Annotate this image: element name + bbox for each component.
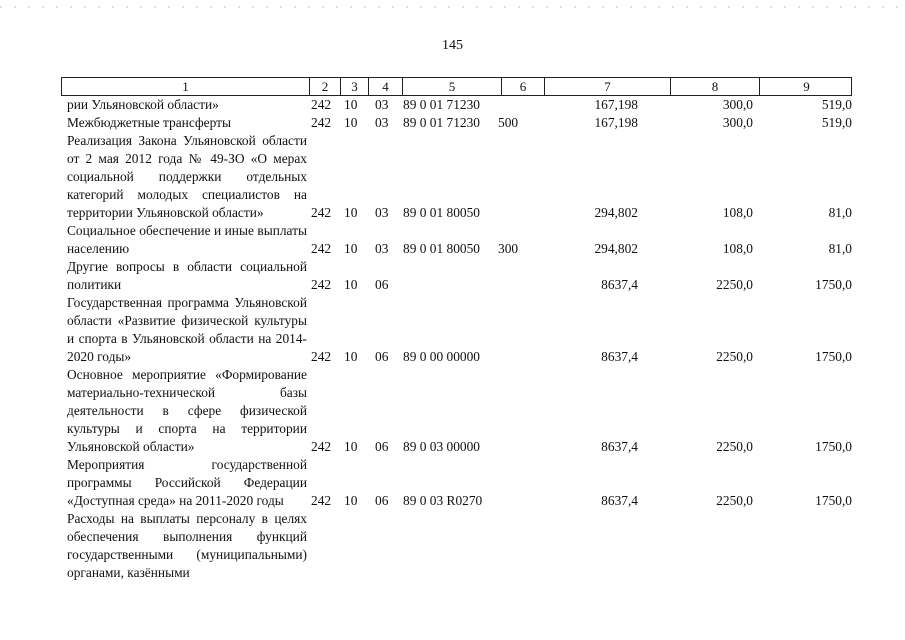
column-header-7: 7 [544,78,670,95]
cell-col-6: 500 [498,115,519,130]
cell-col-8: 108,0 [722,205,753,220]
cell-col-4: 06 [375,493,389,508]
cell-col-7: 294,802 [594,241,638,256]
table-row [61,114,852,132]
cell-col-6: 300 [498,241,519,256]
table-row [61,294,852,366]
row-values [61,96,852,114]
table-row [61,132,852,222]
cell-col-4: 03 [375,241,389,256]
cell-col-3: 10 [344,97,358,112]
scan-artifact-line [0,6,905,8]
table-header-row [61,77,852,96]
cell-col-4: 06 [375,439,389,454]
table-row [61,258,852,294]
cell-col-9: 519,0 [821,115,852,130]
cell-col-7: 8637,4 [601,277,638,292]
cell-col-5: 89 0 01 80050 [403,241,480,256]
cell-col-2: 242 [311,115,332,130]
cell-col-9: 1750,0 [815,439,852,454]
cell-col-8: 300,0 [722,115,753,130]
row-description: Межбюджетные трансферты [67,115,231,130]
cell-col-2: 242 [311,439,332,454]
row-values [61,492,852,510]
cell-col-8: 300,0 [722,97,753,112]
row-values [61,564,852,582]
cell-col-7: 8637,4 [601,439,638,454]
cell-col-3: 10 [344,115,358,130]
cell-col-9: 81,0 [828,205,852,220]
cell-col-8: 2250,0 [716,277,753,292]
table-row [61,96,852,114]
cell-col-8: 2250,0 [716,349,753,364]
row-values [61,204,852,222]
column-header-2: 2 [309,78,340,95]
cell-col-4: 03 [375,115,389,130]
cell-col-7: 294,802 [594,205,638,220]
cell-col-9: 1750,0 [815,277,852,292]
cell-col-9: 81,0 [828,241,852,256]
column-header-8: 8 [670,78,759,95]
row-description: Расходы на выплаты персоналу в целях обеспечения выполнения функций государственными (муниципальными) органами, казёнными [67,511,307,580]
table-row [61,510,852,582]
row-description: Другие вопросы в области социальной политики [67,259,307,292]
cell-col-2: 242 [311,493,332,508]
budget-table [61,77,852,582]
column-header-4: 4 [368,78,402,95]
cell-col-2: 242 [311,277,332,292]
cell-col-7: 8637,4 [601,493,638,508]
cell-col-4: 06 [375,277,389,292]
cell-col-7: 8637,4 [601,349,638,364]
row-values [61,114,852,132]
cell-col-7: 167,198 [594,97,638,112]
cell-col-3: 10 [344,493,358,508]
cell-col-8: 108,0 [722,241,753,256]
cell-col-5: 89 0 01 71230 [403,115,480,130]
column-header-6: 6 [501,78,544,95]
table-row [61,456,852,510]
column-header-1: 1 [182,79,189,94]
row-values [61,438,852,456]
table-row [61,366,852,456]
cell-col-3: 10 [344,277,358,292]
row-values [61,348,852,366]
row-description: Социальное обеспечение и иные выплаты населению [67,223,307,256]
row-values [61,276,852,294]
cell-col-5: 89 0 03 00000 [403,439,480,454]
cell-col-9: 1750,0 [815,493,852,508]
cell-col-3: 10 [344,349,358,364]
row-description: Мероприятия государственной программы Российской Федерации «Доступная среда» на 2011-2020 годы [67,457,307,508]
cell-col-4: 03 [375,205,389,220]
row-description: Государственная программа Ульяновской области «Развитие физической культуры и спорта в Ульяновской области на 2014-2020 годы» [67,295,307,364]
row-values [61,240,852,258]
cell-col-8: 2250,0 [716,439,753,454]
row-description: рии Ульяновской области» [67,97,219,112]
cell-col-4: 06 [375,349,389,364]
cell-col-3: 10 [344,241,358,256]
cell-col-2: 242 [311,349,332,364]
cell-col-5: 89 0 01 71230 [403,97,480,112]
column-header-9: 9 [759,78,853,95]
cell-col-9: 1750,0 [815,349,852,364]
cell-col-5: 89 0 00 00000 [403,349,480,364]
cell-col-3: 10 [344,439,358,454]
cell-col-2: 242 [311,97,332,112]
cell-col-9: 519,0 [821,97,852,112]
cell-col-4: 03 [375,97,389,112]
column-header-5: 5 [402,78,501,95]
cell-col-2: 242 [311,241,332,256]
row-description: Основное мероприятие «Формирование материально-технической базы деятельности в сфере физической культуры и спорта на территории Ульяновской области» [67,367,307,454]
table-body [61,96,852,582]
cell-col-3: 10 [344,205,358,220]
page-number: 145 [442,38,463,53]
table-row [61,222,852,258]
cell-col-5: 89 0 01 80050 [403,205,480,220]
cell-col-5: 89 0 03 R0270 [403,493,483,508]
row-description: Реализация Закона Ульяновской области от 2 мая 2012 года № 49-ЗО «О мерах социальной поддержки отдельных категорий молодых специалистов на территории Ульяновской области» [67,133,307,220]
cell-col-7: 167,198 [594,115,638,130]
column-header-3: 3 [340,78,368,95]
cell-col-8: 2250,0 [716,493,753,508]
cell-col-2: 242 [311,205,332,220]
